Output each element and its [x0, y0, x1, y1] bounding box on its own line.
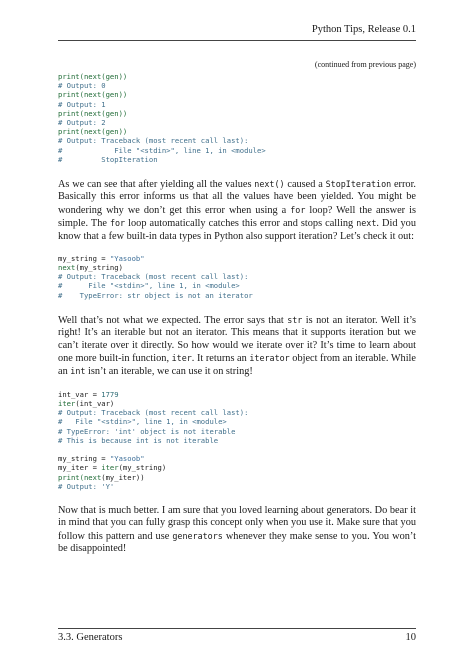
inline-code: for [109, 218, 126, 229]
code-token: 1779 [101, 389, 119, 399]
code-token: iter [58, 399, 76, 409]
inline-code: for [290, 204, 306, 215]
code-line [58, 90, 416, 99]
text-run: loop? Well the answer is simple. The [58, 204, 417, 230]
text-run: Well that’s not what we expected. The error says that [58, 314, 288, 326]
footer-rule [58, 628, 416, 629]
inline-code: generators [172, 530, 223, 541]
code-token: (int_var) [75, 399, 115, 409]
inline-code: next [356, 218, 377, 229]
code-line [58, 136, 416, 145]
code-token: # TypeError: 'int' object is not iterable [58, 426, 236, 436]
paragraph-1 [58, 178, 416, 243]
continued-note: (continued from previous page) [314, 60, 416, 69]
text-run: isn’t an iterable, we can use it on string! [85, 366, 253, 378]
code-token: print(next [58, 472, 102, 482]
code-line [58, 81, 416, 90]
inline-code: int [70, 366, 86, 377]
code-token: # This is because int is not iterable [58, 435, 219, 445]
code-line [58, 390, 416, 399]
text-run: Now that is much better. I am sure that you loved learning about generators. Do bear it in mind that you can fully grasp this concept only when you use it. Make sure that you follow this pattern and use [58, 504, 416, 542]
code-token: my_string = [58, 454, 110, 464]
code-line [58, 399, 416, 408]
code-line [58, 109, 416, 118]
inline-code: iterator [249, 353, 290, 364]
code-line [58, 417, 416, 426]
text-run: . It returns an [191, 353, 250, 365]
code-line [58, 263, 416, 272]
code-line [58, 454, 416, 463]
code-token: print(next(gen)) [58, 90, 128, 100]
code-line [58, 408, 416, 417]
inline-code: iter [171, 353, 192, 364]
page-content [58, 72, 416, 556]
text-run: object from an iterable. While an [58, 353, 416, 378]
running-header: Python Tips, Release 0.1 [311, 24, 416, 35]
code-token: # File "<stdin>", line 1, in <module> [58, 145, 266, 155]
paragraph-2 [58, 314, 416, 379]
code-token: my_string = [58, 253, 110, 263]
code-token: # File "<stdin>", line 1, in <module> [58, 281, 240, 291]
code-token: # Output: 2 [58, 117, 106, 127]
text-run: . Did you know that a few built-in data types in Python also support iteration? Let’s check it out: [58, 218, 416, 242]
code-token: next [58, 263, 76, 273]
text-run: As we can see that after yielding all the values [58, 178, 255, 190]
code-token: # File "<stdin>", line 1, in <module> [58, 417, 227, 427]
code-line [58, 281, 416, 290]
code-block-2 [58, 254, 416, 300]
code-token: print(next(gen)) [58, 127, 128, 137]
code-token: "Yasoob" [109, 454, 145, 464]
inline-code: str [287, 314, 303, 325]
code-line [58, 427, 416, 436]
code-line [58, 100, 416, 109]
code-token: # Output: Traceback (most recent call last): [58, 408, 249, 418]
code-token: (my_string) [75, 263, 123, 273]
inline-code: StopIteration [325, 178, 392, 189]
code-token: # Output: 1 [58, 99, 106, 109]
code-token: (my_string) [118, 463, 167, 473]
code-line [58, 146, 416, 155]
page-number: 10 [405, 632, 416, 643]
code-line [58, 463, 416, 472]
code-line [58, 254, 416, 263]
code-token: print(next(gen)) [58, 72, 128, 81]
code-token: my_iter = [58, 463, 102, 473]
code-token: # Output: 0 [58, 81, 106, 91]
code-token: # Output: Traceback (most recent call last): [58, 272, 249, 282]
text-run: whenever they make sense to you. You won’t be disappointed! [58, 530, 416, 555]
code-line [58, 291, 416, 300]
code-token: iter [101, 463, 119, 473]
code-line [58, 473, 416, 482]
inline-code: next() [254, 178, 285, 189]
code-line [58, 127, 416, 136]
code-token: # TypeError: str object is not an iterator [58, 290, 253, 300]
header-rule [58, 40, 416, 41]
code-token: (my_iter)) [101, 472, 145, 482]
code-line [58, 272, 416, 281]
code-block-1 [58, 72, 416, 164]
code-token: # Output: Traceback (most recent call last): [58, 136, 249, 146]
code-block-3 [58, 390, 416, 491]
code-line [58, 445, 416, 454]
code-line [58, 482, 416, 491]
code-token: # Output: 'Y' [58, 481, 115, 491]
code-line [58, 155, 416, 164]
text-run: error. Basically this error informs us that all the values have been yielded. You might be wondering why we don’t get this error when using a [58, 178, 417, 216]
footer-section: 3.3. Generators [58, 632, 123, 643]
code-token: # StopIteration [58, 154, 158, 164]
text-run: caused a [284, 178, 326, 190]
code-token: int_var = [58, 389, 102, 399]
code-line [58, 436, 416, 445]
text-run: is not an iterator. Well it’s right! It’s an iterable but not an iterator. This means that it supports iteration but we can’t iterate over it directly. So how would we iterate over it? It’s time to learn about one more built-in function, [58, 314, 417, 365]
code-token: "Yasoob" [109, 253, 145, 263]
code-token: print(next(gen)) [58, 108, 128, 118]
text-run: loop automatically catches this error and stops calling [125, 218, 357, 230]
paragraph-3 [58, 505, 416, 556]
code-line [58, 72, 416, 81]
code-line [58, 118, 416, 127]
